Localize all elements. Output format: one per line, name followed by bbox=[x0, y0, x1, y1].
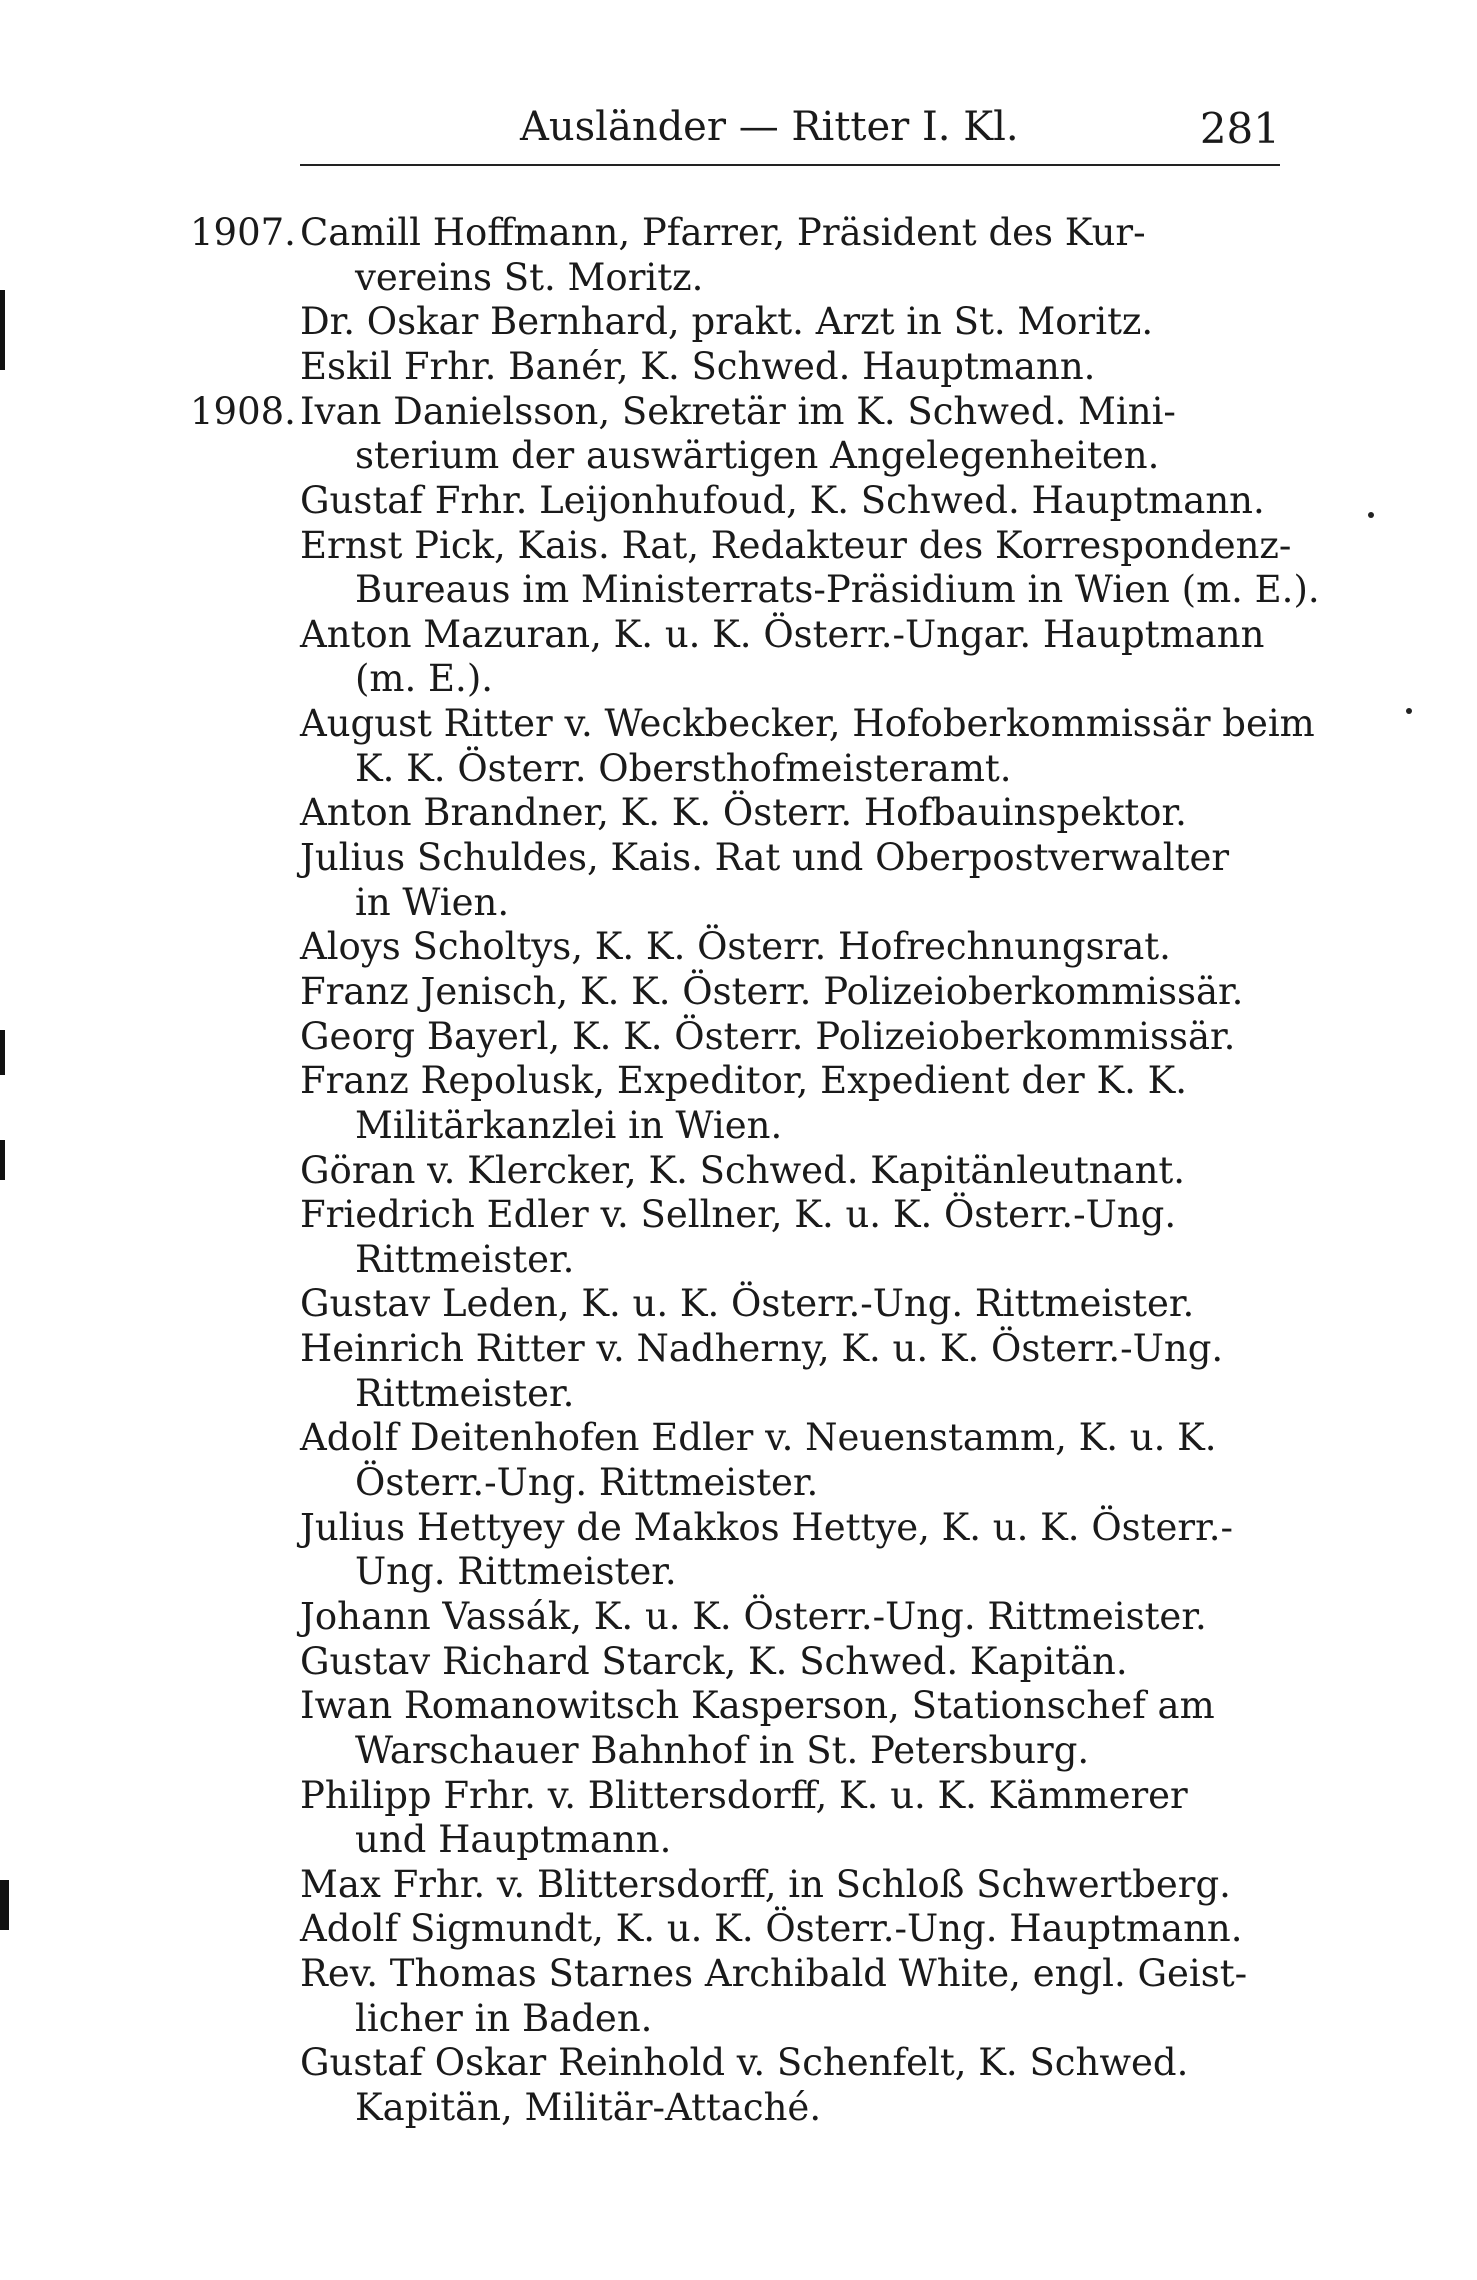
entry-continuation-line: Rittmeister. bbox=[355, 1238, 575, 1281]
entry-line: Johann Vassák, K. u. K. Österr.-Ung. Rittmeister. bbox=[300, 1595, 1207, 1638]
entry-line: Julius Hettyey de Makkos Hettye, K. u. K. Österr.- bbox=[300, 1506, 1233, 1549]
scan-speck bbox=[1406, 708, 1412, 714]
entry-line: Philipp Frhr. v. Blittersdorff, K. u. K. Kämmerer bbox=[300, 1774, 1188, 1817]
entry-continuation-line: K. K. Österr. Obersthofmeisteramt. bbox=[355, 747, 1012, 790]
entry-continuation-line: in Wien. bbox=[355, 881, 510, 924]
entry-line: Heinrich Ritter v. Nadherny, K. u. K. Österr.-Ung. bbox=[300, 1327, 1224, 1370]
entry-line: Max Frhr. v. Blittersdorff, in Schloß Schwertberg. bbox=[300, 1863, 1231, 1906]
entry-line: Ivan Danielsson, Sekretär im K. Schwed. Mini- bbox=[300, 390, 1176, 433]
entry-line: Adolf Deitenhofen Edler v. Neuenstamm, K. u. K. bbox=[300, 1416, 1217, 1459]
scan-edge-mark bbox=[0, 1030, 5, 1075]
entry-line: Ernst Pick, Kais. Rat, Redakteur des Korrespondenz- bbox=[300, 524, 1292, 567]
scan-edge-mark bbox=[0, 1880, 9, 1930]
entry-line: Adolf Sigmundt, K. u. K. Österr.-Ung. Hauptmann. bbox=[300, 1907, 1243, 1950]
entry-continuation-line: Ung. Rittmeister. bbox=[355, 1550, 677, 1593]
entry-line: Gustaf Frhr. Leijonhufoud, K. Schwed. Hauptmann. bbox=[300, 479, 1265, 522]
entry-line: Camill Hoffmann, Pfarrer, Präsident des Kur- bbox=[300, 211, 1146, 254]
scan-edge-mark bbox=[0, 290, 5, 370]
entry-line: Rev. Thomas Starnes Archibald White, engl. Geist- bbox=[300, 1952, 1248, 1995]
entry-line: Aloys Scholtys, K. K. Österr. Hofrechnungsrat. bbox=[300, 925, 1171, 968]
entry-line: Gustav Leden, K. u. K. Österr.-Ung. Rittmeister. bbox=[300, 1282, 1195, 1325]
entry-line: Eskil Frhr. Banér, K. Schwed. Hauptmann. bbox=[300, 345, 1096, 388]
entry-continuation-line: Kapitän, Militär-Attaché. bbox=[355, 2086, 822, 2129]
entry-continuation-line: Warschauer Bahnhof in St. Petersburg. bbox=[355, 1729, 1090, 1772]
entry-continuation-line: sterium der auswärtigen Angelegenheiten. bbox=[355, 434, 1160, 477]
entry-line: Julius Schuldes, Kais. Rat und Oberpostverwalter bbox=[300, 836, 1230, 879]
scan-edge-mark bbox=[0, 1140, 5, 1180]
entry-line: Göran v. Klercker, K. Schwed. Kapitänleutnant. bbox=[300, 1149, 1186, 1192]
entry-line: Dr. Oskar Bernhard, prakt. Arzt in St. Moritz. bbox=[300, 300, 1154, 343]
header-rule bbox=[300, 164, 1280, 166]
entry-line: August Ritter v. Weckbecker, Hofoberkommissär beim bbox=[300, 702, 1315, 745]
entry-line: Iwan Romanowitsch Kasperson, Stationschef am bbox=[300, 1684, 1215, 1727]
entry-year: 1907. bbox=[190, 211, 296, 254]
entry-continuation-line: (m. E.). bbox=[355, 657, 494, 700]
entry-continuation-line: Militärkanzlei in Wien. bbox=[355, 1104, 783, 1147]
entry-continuation-line: Österr.-Ung. Rittmeister. bbox=[355, 1461, 819, 1504]
running-title: Ausländer — Ritter I. Kl. bbox=[520, 104, 1019, 150]
entry-line: Franz Jenisch, K. K. Österr. Polizeioberkommissär. bbox=[300, 970, 1244, 1013]
entry-line: Gustav Richard Starck, K. Schwed. Kapitän. bbox=[300, 1640, 1128, 1683]
entry-year: 1908. bbox=[190, 390, 296, 433]
entry-line: Anton Mazuran, K. u. K. Österr.-Ungar. Hauptmann bbox=[300, 613, 1265, 656]
entry-continuation-line: Rittmeister. bbox=[355, 1372, 575, 1415]
entry-continuation-line: licher in Baden. bbox=[355, 1997, 653, 2040]
entry-continuation-line: Bureaus im Ministerrats-Präsidium in Wien (m. E.). bbox=[355, 568, 1320, 611]
entry-line: Gustaf Oskar Reinhold v. Schenfelt, K. Schwed. bbox=[300, 2041, 1189, 2084]
entry-continuation-line: vereins St. Moritz. bbox=[355, 256, 704, 299]
entry-line: Franz Repolusk, Expeditor, Expedient der K. K. bbox=[300, 1059, 1188, 1102]
running-header bbox=[300, 104, 1300, 164]
entry-line: Anton Brandner, K. K. Österr. Hofbauinspektor. bbox=[300, 791, 1187, 834]
scan-speck bbox=[1368, 512, 1374, 518]
entry-line: Friedrich Edler v. Sellner, K. u. K. Österr.-Ung. bbox=[300, 1193, 1177, 1236]
entry-line: Georg Bayerl, K. K. Österr. Polizeioberkommissär. bbox=[300, 1015, 1236, 1058]
page-number: 281 bbox=[1199, 104, 1280, 153]
entry-continuation-line: und Hauptmann. bbox=[355, 1818, 672, 1861]
